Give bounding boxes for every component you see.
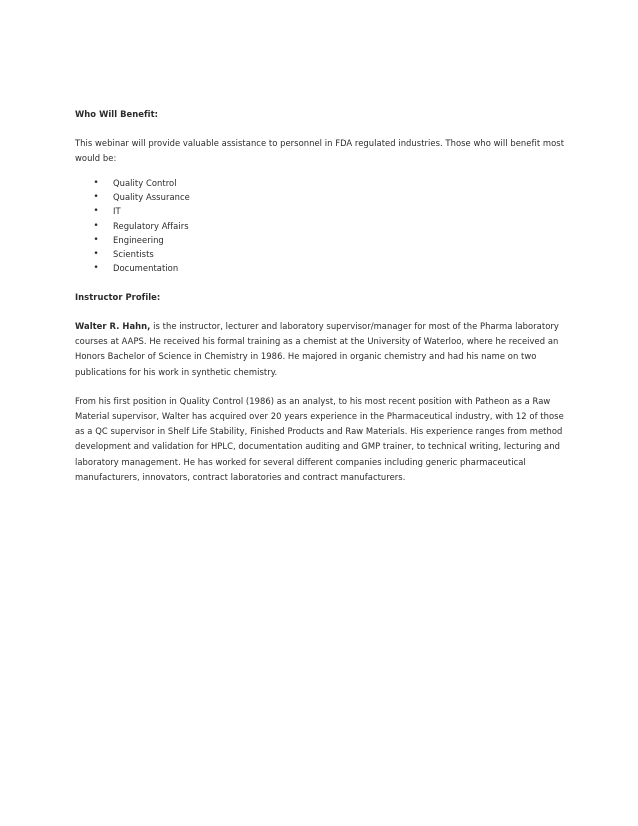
spacer — [75, 276, 570, 290]
instructor-profile-heading: Instructor Profile: — [75, 291, 161, 302]
list-item — [92, 233, 570, 247]
spacer — [75, 380, 570, 394]
benefit-intro-paragraph: This webinar will provide valuable assistance to personnel in FDA regulated industries. Those who will benefit most would be: — [75, 138, 565, 164]
spacer — [75, 305, 570, 319]
bullet-icon: • — [93, 220, 99, 231]
list-item-label: Scientists — [113, 249, 154, 260]
list-item-label: Regulatory Affairs — [113, 220, 189, 231]
instructor-bio-text: is the instructor, lecturer and laboratory supervisor/manager for most of the Pharma laboratory courses at AAPS. He received his formal training as a chemist at the University of Waterloo, where he received an Honors Bachelor of Science in Chemistry in 1986. He majored in organic chemistry and had his name on two publications for his work in synthetic chemistry. — [75, 320, 559, 377]
list-item-label: Documentation — [113, 263, 179, 274]
who-will-benefit-heading: Who Will Benefit: — [75, 109, 159, 119]
list-item — [92, 204, 570, 218]
list-item-label: Quality Control — [113, 177, 177, 188]
spacer — [75, 167, 570, 176]
list-item — [92, 219, 570, 233]
list-item-label: Engineering — [113, 234, 164, 245]
list-item — [92, 176, 570, 190]
spacer — [75, 122, 570, 136]
bullet-icon: • — [93, 249, 99, 260]
list-item — [92, 261, 570, 275]
instructor-name: Walter R. Hahn, — [75, 320, 151, 331]
bullet-icon: • — [93, 234, 99, 245]
bullet-icon: • — [93, 263, 99, 274]
list-item-label: Quality Assurance — [113, 191, 190, 202]
bullet-icon: • — [93, 206, 99, 217]
bullet-icon: • — [93, 191, 99, 202]
bullet-icon: • — [93, 177, 99, 188]
benefit-list — [75, 176, 570, 276]
list-item — [92, 190, 570, 204]
instructor-bio-paragraph-2: From his first position in Quality Control (1986) as an analyst, to his most recent position with Patheon as a Raw Material supervisor, Walter has acquired over 20 years experience in the Pharmaceutical industry, with 12 of those as a QC supervisor in Shelf Life Stability, Finished Products and Raw Materials. His experience ranges from method development and validation for HPLC, documentation auditing and GMP trainer, to technical writing, lecturing and laboratory management. He has worked for several different companies including generic pharmaceutical manufacturers, innovators, contract laboratories and contract manufacturers. — [75, 395, 564, 482]
instructor-bio-paragraph-1 — [75, 319, 570, 380]
list-item — [92, 247, 570, 261]
document-page — [75, 107, 570, 485]
list-item-label: IT — [113, 206, 121, 217]
